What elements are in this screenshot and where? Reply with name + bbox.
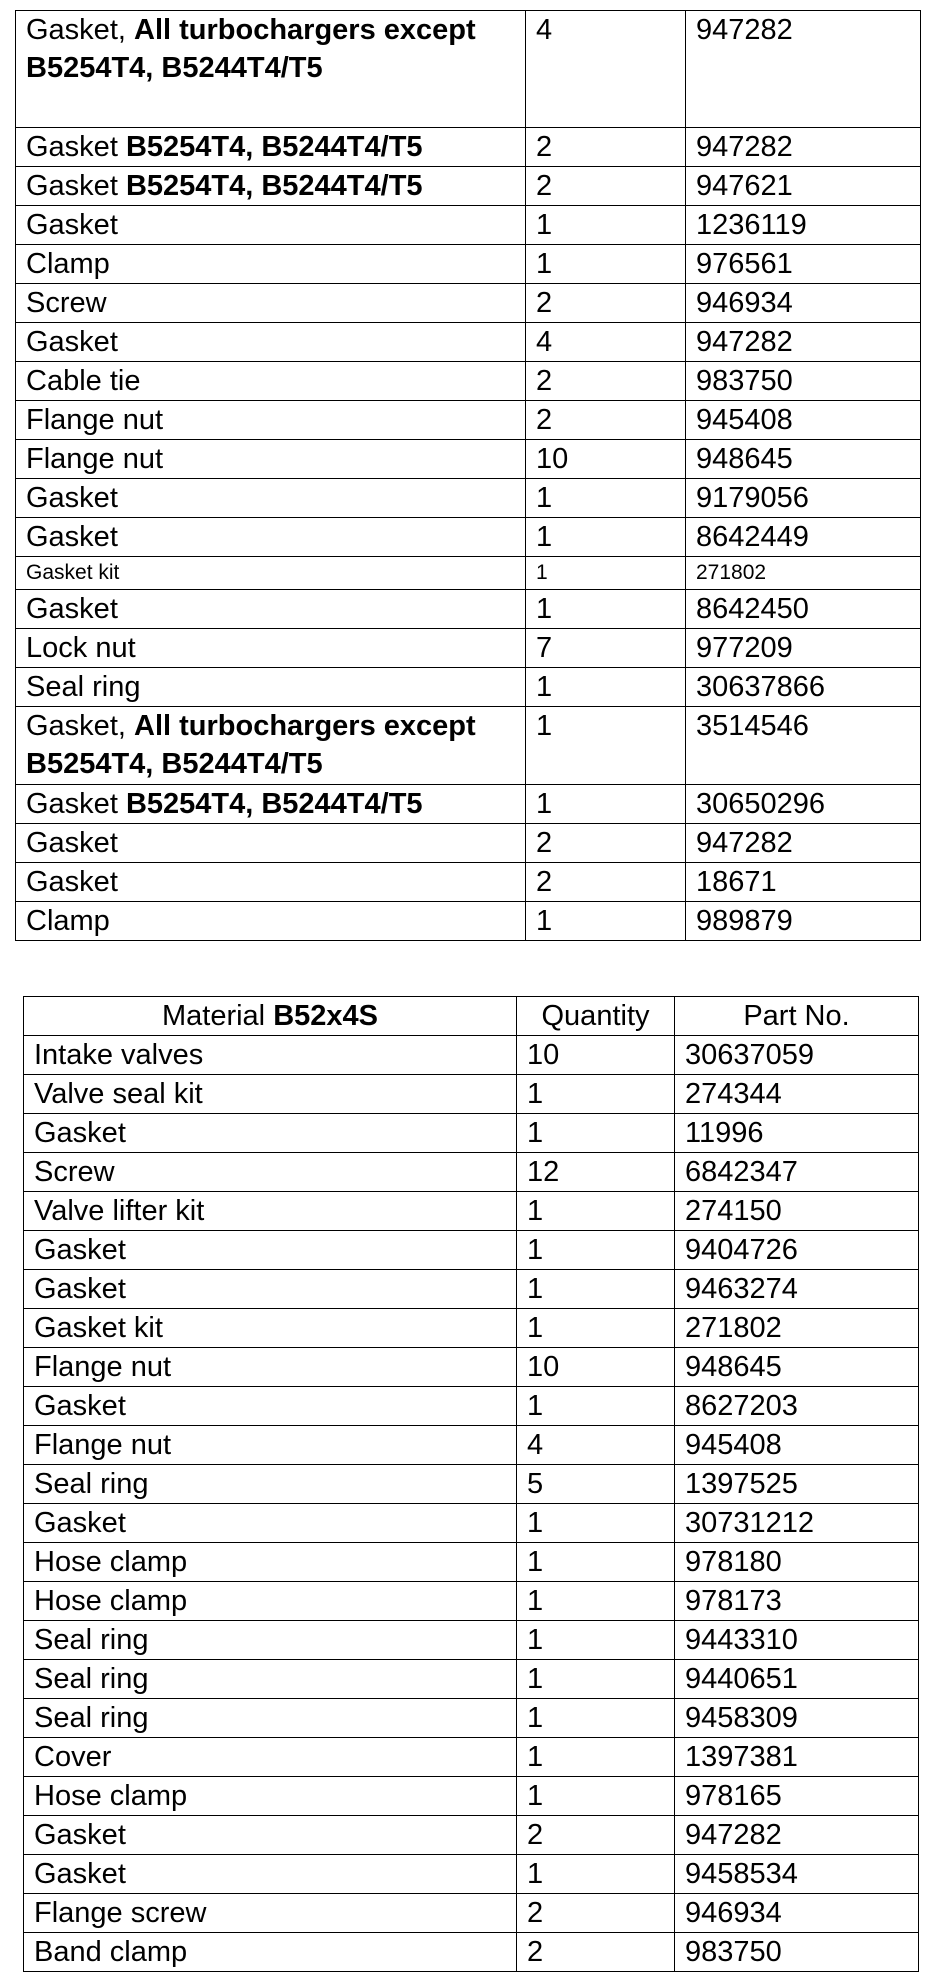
item-name-cell: Valve seal kit bbox=[24, 1075, 517, 1114]
quantity-cell: 1 bbox=[517, 1738, 675, 1777]
quantity-cell: 1 bbox=[517, 1855, 675, 1894]
quantity-cell: 1 bbox=[526, 479, 686, 518]
item-name-cell: Hose clamp bbox=[24, 1543, 517, 1582]
item-name-cell: Gasket bbox=[16, 479, 526, 518]
item-name-cell: Screw bbox=[16, 284, 526, 323]
item-name-cell bbox=[16, 167, 526, 206]
quantity-cell: 4 bbox=[517, 1426, 675, 1465]
part-number-cell: 1397525 bbox=[675, 1465, 919, 1504]
item-name-cell: Cable tie bbox=[16, 362, 526, 401]
table-row bbox=[16, 707, 921, 785]
item-name: Gasket bbox=[26, 131, 126, 163]
item-name-cell: Gasket bbox=[24, 1387, 517, 1426]
table-row bbox=[16, 863, 921, 902]
table-row bbox=[24, 1699, 919, 1738]
quantity-cell: 1 bbox=[526, 518, 686, 557]
part-number-cell: 11996 bbox=[675, 1114, 919, 1153]
item-name-cell: Gasket bbox=[24, 1114, 517, 1153]
table-row bbox=[24, 1738, 919, 1777]
item-name: Gasket bbox=[26, 788, 126, 820]
item-name-cell: Cover bbox=[24, 1738, 517, 1777]
part-number-cell: 978165 bbox=[675, 1777, 919, 1816]
quantity-cell: 1 bbox=[517, 1114, 675, 1153]
table-row bbox=[24, 1543, 919, 1582]
item-name-cell bbox=[16, 11, 526, 128]
part-number-cell: 274150 bbox=[675, 1192, 919, 1231]
part-number-cell: 978180 bbox=[675, 1543, 919, 1582]
table-row bbox=[16, 590, 921, 629]
table-row bbox=[24, 1036, 919, 1075]
quantity-cell: 10 bbox=[517, 1036, 675, 1075]
table-row bbox=[16, 362, 921, 401]
table-row bbox=[16, 245, 921, 284]
part-number-cell: 271802 bbox=[675, 1309, 919, 1348]
part-number-cell: 8642449 bbox=[686, 518, 921, 557]
table-row bbox=[24, 1894, 919, 1933]
header-row bbox=[24, 997, 919, 1036]
table-row bbox=[24, 1660, 919, 1699]
item-name-cell: Seal ring bbox=[24, 1699, 517, 1738]
table-row bbox=[24, 1621, 919, 1660]
part-number-cell: 18671 bbox=[686, 863, 921, 902]
item-name-cell: Seal ring bbox=[24, 1465, 517, 1504]
part-number-cell: 9440651 bbox=[675, 1660, 919, 1699]
part-number-cell: 983750 bbox=[686, 362, 921, 401]
part-number-cell: 1397381 bbox=[675, 1738, 919, 1777]
part-number-cell: 947282 bbox=[686, 323, 921, 362]
table-row bbox=[16, 167, 921, 206]
table-row bbox=[24, 1192, 919, 1231]
quantity-cell: 2 bbox=[526, 863, 686, 902]
part-number-cell: 8642450 bbox=[686, 590, 921, 629]
item-name-cell: Band clamp bbox=[24, 1933, 517, 1972]
table-row bbox=[16, 206, 921, 245]
table-row bbox=[16, 668, 921, 707]
part-number-cell: 30637866 bbox=[686, 668, 921, 707]
item-name-cell: Gasket bbox=[24, 1231, 517, 1270]
table-row bbox=[24, 1231, 919, 1270]
item-name: Gasket, bbox=[26, 14, 134, 46]
table-row bbox=[16, 629, 921, 668]
quantity-cell: 10 bbox=[517, 1348, 675, 1387]
item-name-cell: Valve lifter kit bbox=[24, 1192, 517, 1231]
quantity-cell: 1 bbox=[517, 1699, 675, 1738]
part-number-cell: 1236119 bbox=[686, 206, 921, 245]
part-number-cell: 945408 bbox=[686, 401, 921, 440]
item-name-cell: Gasket bbox=[24, 1270, 517, 1309]
material-header bbox=[24, 997, 517, 1036]
item-name-cell: Gasket kit bbox=[16, 557, 526, 590]
item-name-cell: Seal ring bbox=[16, 668, 526, 707]
quantity-cell: 2 bbox=[526, 401, 686, 440]
part-number-cell: 9443310 bbox=[675, 1621, 919, 1660]
material-label: Material bbox=[161, 1000, 274, 1032]
table-row bbox=[16, 902, 921, 941]
table-row bbox=[24, 1933, 919, 1972]
quantity-cell: 1 bbox=[517, 1777, 675, 1816]
part-number-cell: 3514546 bbox=[686, 707, 921, 785]
part-number-cell: 30650296 bbox=[686, 785, 921, 824]
item-name-cell: Screw bbox=[24, 1153, 517, 1192]
parts-table-body bbox=[24, 1036, 919, 1972]
quantity-cell: 2 bbox=[526, 824, 686, 863]
part-number-cell: 976561 bbox=[686, 245, 921, 284]
quantity-cell: 12 bbox=[517, 1153, 675, 1192]
parts-table-turbo bbox=[15, 10, 921, 941]
item-name-cell bbox=[16, 128, 526, 167]
part-number-cell: 948645 bbox=[675, 1348, 919, 1387]
part-number-cell: 30731212 bbox=[675, 1504, 919, 1543]
item-name-cell: Flange screw bbox=[24, 1894, 517, 1933]
table-row bbox=[24, 1465, 919, 1504]
quantity-cell: 1 bbox=[526, 785, 686, 824]
quantity-cell: 5 bbox=[517, 1465, 675, 1504]
item-variant: B5254T4, B5244T4/T5 bbox=[125, 131, 423, 163]
quantity-cell: 1 bbox=[526, 557, 686, 590]
quantity-cell: 1 bbox=[526, 590, 686, 629]
quantity-cell: 2 bbox=[517, 1894, 675, 1933]
part-number-cell: 977209 bbox=[686, 629, 921, 668]
part-number-cell: 30637059 bbox=[675, 1036, 919, 1075]
item-name-cell bbox=[16, 707, 526, 785]
table-row bbox=[16, 440, 921, 479]
table-row bbox=[24, 1075, 919, 1114]
table-row bbox=[16, 323, 921, 362]
item-name-cell: Flange nut bbox=[16, 401, 526, 440]
table-row bbox=[24, 1855, 919, 1894]
item-name-cell: Intake valves bbox=[24, 1036, 517, 1075]
part-number-cell: 947282 bbox=[686, 128, 921, 167]
quantity-cell: 1 bbox=[526, 245, 686, 284]
quantity-cell: 1 bbox=[526, 206, 686, 245]
part-number-cell: 947282 bbox=[675, 1816, 919, 1855]
table-row bbox=[16, 785, 921, 824]
quantity-cell: 1 bbox=[517, 1504, 675, 1543]
table-row bbox=[16, 284, 921, 323]
part-number-cell: 983750 bbox=[675, 1933, 919, 1972]
part-number-cell: 945408 bbox=[675, 1426, 919, 1465]
quantity-cell: 1 bbox=[517, 1543, 675, 1582]
table-row bbox=[24, 1153, 919, 1192]
quantity-cell: 1 bbox=[526, 668, 686, 707]
item-name-cell: Gasket kit bbox=[24, 1309, 517, 1348]
table-row bbox=[24, 1348, 919, 1387]
quantity-cell: 7 bbox=[526, 629, 686, 668]
part-number-cell: 947282 bbox=[686, 11, 921, 128]
table-row bbox=[24, 1777, 919, 1816]
item-name-cell: Gasket bbox=[16, 824, 526, 863]
quantity-cell: 1 bbox=[517, 1231, 675, 1270]
quantity-cell: 1 bbox=[517, 1192, 675, 1231]
quantity-cell: 2 bbox=[526, 128, 686, 167]
table-row bbox=[16, 479, 921, 518]
part-number-cell: 8627203 bbox=[675, 1387, 919, 1426]
table-row bbox=[16, 401, 921, 440]
part-number-cell: 9404726 bbox=[675, 1231, 919, 1270]
part-number-cell: 978173 bbox=[675, 1582, 919, 1621]
item-variant: All turbochargers except B5254T4, B5244T4/T5 bbox=[26, 14, 476, 84]
part-number-cell: 9458309 bbox=[675, 1699, 919, 1738]
table-row bbox=[24, 1816, 919, 1855]
table-row bbox=[24, 1309, 919, 1348]
part-number-cell: 271802 bbox=[686, 557, 921, 590]
parts-table-body bbox=[16, 11, 921, 941]
part-number-cell: 9179056 bbox=[686, 479, 921, 518]
quantity-header: Quantity bbox=[517, 997, 675, 1036]
table-row bbox=[24, 1387, 919, 1426]
quantity-cell: 1 bbox=[517, 1387, 675, 1426]
item-name-cell: Flange nut bbox=[24, 1426, 517, 1465]
item-name-cell: Lock nut bbox=[16, 629, 526, 668]
item-name-cell: Hose clamp bbox=[24, 1777, 517, 1816]
quantity-cell: 2 bbox=[526, 362, 686, 401]
quantity-cell: 10 bbox=[526, 440, 686, 479]
table-row bbox=[16, 128, 921, 167]
item-variant: All turbochargers except B5254T4, B5244T4/T5 bbox=[26, 710, 476, 780]
parts-table-header bbox=[24, 997, 919, 1036]
quantity-cell: 1 bbox=[517, 1270, 675, 1309]
part-number-cell: 947621 bbox=[686, 167, 921, 206]
item-name-cell: Gasket bbox=[24, 1504, 517, 1543]
part-no-header: Part No. bbox=[675, 997, 919, 1036]
material-model: B52x4S bbox=[273, 1000, 378, 1032]
table-row bbox=[16, 557, 921, 590]
table-row bbox=[24, 1270, 919, 1309]
table-row bbox=[24, 1504, 919, 1543]
part-number-cell: 9463274 bbox=[675, 1270, 919, 1309]
quantity-cell: 2 bbox=[517, 1933, 675, 1972]
item-name-cell: Clamp bbox=[16, 902, 526, 941]
item-name-cell: Seal ring bbox=[24, 1660, 517, 1699]
item-name: Gasket, bbox=[26, 710, 134, 742]
item-name-cell: Gasket bbox=[16, 518, 526, 557]
item-name-cell: Flange nut bbox=[24, 1348, 517, 1387]
item-variant: B5254T4, B5244T4/T5 bbox=[125, 788, 423, 820]
item-name-cell: Seal ring bbox=[24, 1621, 517, 1660]
item-name-cell: Gasket bbox=[16, 206, 526, 245]
table-row bbox=[24, 1426, 919, 1465]
item-name-cell: Gasket bbox=[16, 863, 526, 902]
item-name-cell: Gasket bbox=[16, 590, 526, 629]
quantity-cell: 1 bbox=[517, 1075, 675, 1114]
item-name-cell: Gasket bbox=[16, 323, 526, 362]
quantity-cell: 4 bbox=[526, 11, 686, 128]
parts-table-b52x4s bbox=[23, 996, 919, 1972]
quantity-cell: 1 bbox=[526, 902, 686, 941]
quantity-cell: 2 bbox=[526, 284, 686, 323]
part-number-cell: 989879 bbox=[686, 902, 921, 941]
item-name-cell: Clamp bbox=[16, 245, 526, 284]
item-name: Gasket bbox=[26, 170, 126, 202]
quantity-cell: 1 bbox=[517, 1660, 675, 1699]
quantity-cell: 1 bbox=[517, 1621, 675, 1660]
part-number-cell: 6842347 bbox=[675, 1153, 919, 1192]
quantity-cell: 1 bbox=[517, 1582, 675, 1621]
quantity-cell: 2 bbox=[517, 1816, 675, 1855]
item-name-cell: Hose clamp bbox=[24, 1582, 517, 1621]
table-row bbox=[16, 11, 921, 128]
table-row bbox=[16, 518, 921, 557]
part-number-cell: 274344 bbox=[675, 1075, 919, 1114]
part-number-cell: 948645 bbox=[686, 440, 921, 479]
table-row bbox=[24, 1582, 919, 1621]
part-number-cell: 946934 bbox=[686, 284, 921, 323]
quantity-cell: 4 bbox=[526, 323, 686, 362]
table-row bbox=[24, 1114, 919, 1153]
table-row bbox=[16, 824, 921, 863]
item-name-cell: Flange nut bbox=[16, 440, 526, 479]
quantity-cell: 1 bbox=[517, 1309, 675, 1348]
item-variant: B5254T4, B5244T4/T5 bbox=[125, 170, 423, 202]
quantity-cell: 2 bbox=[526, 167, 686, 206]
part-number-cell: 947282 bbox=[686, 824, 921, 863]
part-number-cell: 946934 bbox=[675, 1894, 919, 1933]
item-name-cell bbox=[16, 785, 526, 824]
item-name-cell: Gasket bbox=[24, 1816, 517, 1855]
item-name-cell: Gasket bbox=[24, 1855, 517, 1894]
part-number-cell: 9458534 bbox=[675, 1855, 919, 1894]
quantity-cell: 1 bbox=[526, 707, 686, 785]
